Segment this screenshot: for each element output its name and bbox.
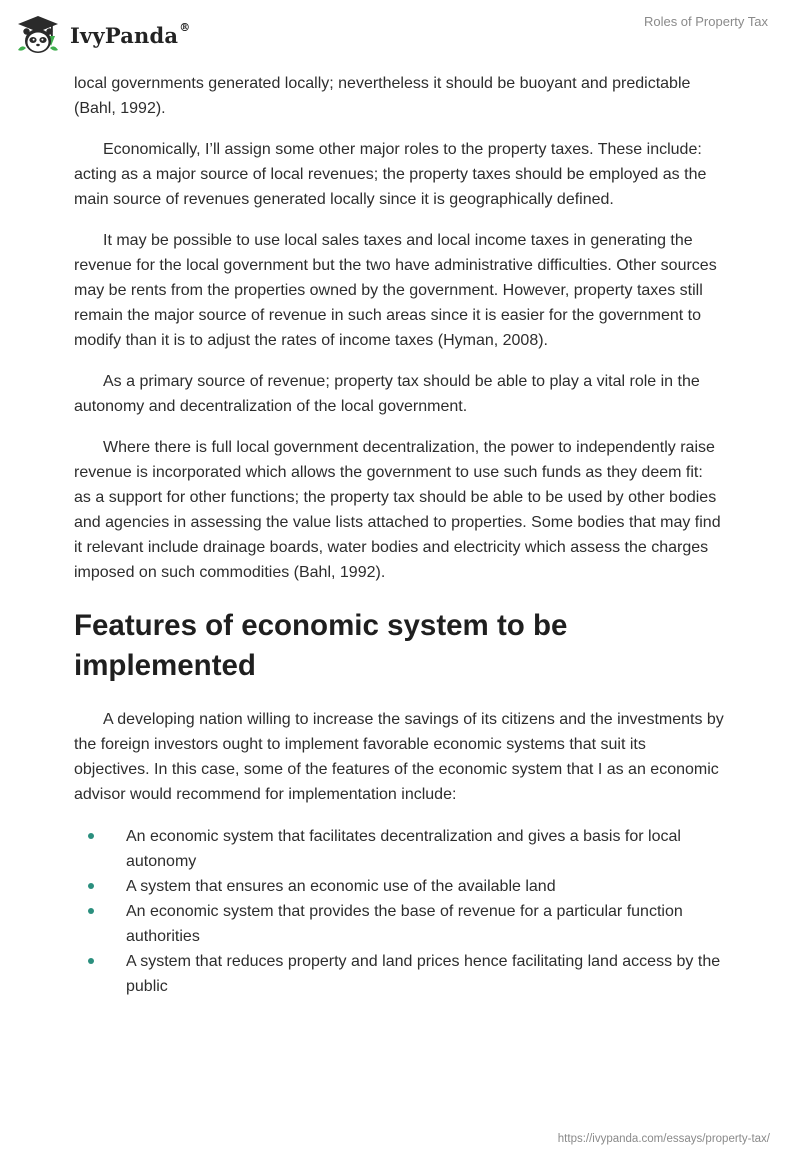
panda-graduate-logo-icon	[14, 10, 62, 58]
paragraph: A developing nation willing to increase the savings of its citizens and the investments by the foreign investors ought to implement favorable economic systems that suit its objectives. In this case, some of the features of the economic system that I as an economic advisor would recommend for implementation include:	[74, 711, 724, 803]
brand-name: IvyPanda®	[70, 20, 191, 48]
source-url-link[interactable]: https://ivypanda.com/essays/property-tax/	[557, 1133, 770, 1145]
paragraph: local governments generated locally; nevertheless it should be buoyant and predictable (Bahl, 1992).	[74, 75, 691, 117]
bullet-icon	[88, 833, 94, 839]
list-item	[74, 824, 724, 874]
list-item	[74, 949, 724, 999]
paragraph: Where there is full local government decentralization, the power to independently raise revenue is incorporated which allows the government to use such funds as they deem fit: as a support for other functions; the property tax should be able to be used by other bodies and agencies in assessing the value lists attached to properties. Some bodies that may find it relevant include drainage boards, water bodies and electricity which assess the charges imposed on such commodities (Bahl, 1992).	[74, 439, 721, 581]
list-item	[74, 899, 724, 949]
essay-content	[74, 71, 724, 999]
list-item-text: An economic system that provides the base of revenue for a particular function authorities	[126, 903, 683, 945]
list-item	[74, 874, 724, 899]
section-heading: Features of economic system to be implemented	[74, 609, 568, 682]
bullet-icon	[88, 958, 94, 964]
bullet-icon	[88, 908, 94, 914]
bullet-icon	[88, 883, 94, 889]
list-item-text: A system that ensures an economic use of the available land	[126, 878, 556, 895]
site-logo[interactable]	[14, 10, 190, 58]
paragraph: Economically, I’ll assign some other major roles to the property taxes. These include: acting as a major source of local revenues; the property taxes should be employed as the main source of revenues generated locally since it is geographically defined.	[74, 141, 707, 208]
list-item-text: A system that reduces property and land prices hence facilitating land access by the public	[126, 953, 721, 995]
feature-list	[74, 824, 724, 999]
document-title: Roles of Property Tax	[643, 14, 768, 29]
page-header	[0, 0, 800, 70]
list-item-text: An economic system that facilitates decentralization and gives a basis for local autonomy	[126, 828, 681, 870]
paragraph: As a primary source of revenue; property tax should be able to play a vital role in the autonomy and decentralization of the local government.	[74, 373, 700, 415]
paragraph: It may be possible to use local sales taxes and local income taxes in generating the revenue for the local government but the two have administrative difficulties. Other sources may be rents from the properties owned by the government. However, property taxes still remain the major source of revenue in such areas since it is easier for the government to modify than it is to adjust the rates of income taxes (Hyman, 2008).	[74, 232, 717, 349]
